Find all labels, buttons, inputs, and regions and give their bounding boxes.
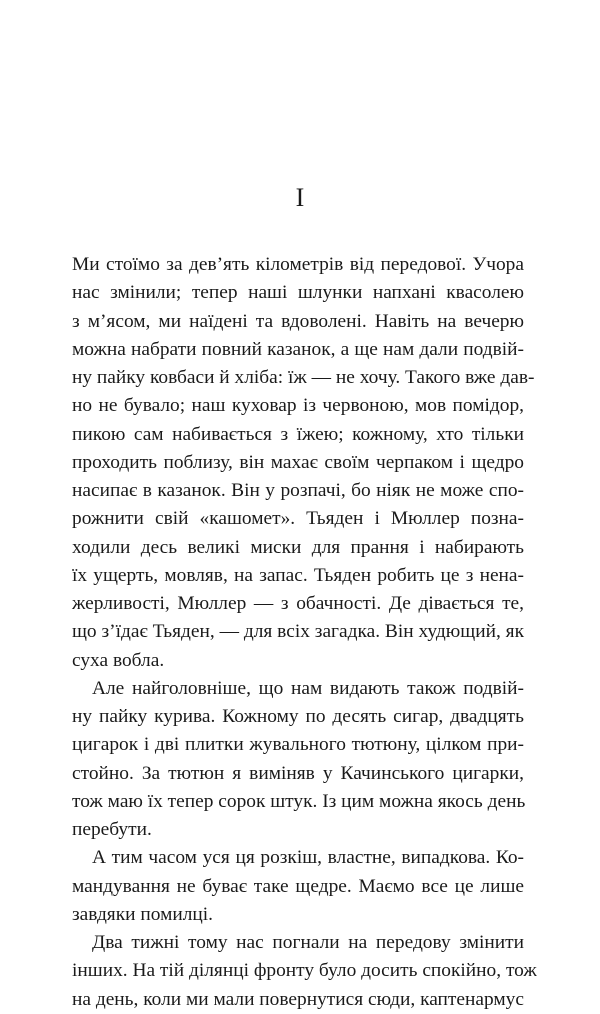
paragraph [72, 251, 535, 675]
text-line: проходить поблизу, він махає своїм черпаком і щедро [72, 451, 524, 473]
text-line: А тим часом уся ця розкіш, властне, випадкова. Ко- [92, 847, 524, 869]
text-line: Але найголовніше, що нам видають також подвій- [92, 677, 524, 699]
text-line: жерливості, Мюллер — з обачності. Де дівається те, [72, 593, 524, 614]
paragraph [72, 844, 524, 929]
text-line: цигарок і дві плитки жувального тютюну, цілком при- [72, 734, 524, 756]
text-line: завдяки помилці. [72, 903, 214, 925]
text-line: суха вобла. [72, 649, 165, 671]
text-line: ну пайку ковбаси й хліба: їж — не хочу. Такого вже дав- [72, 367, 535, 388]
paragraph [72, 675, 524, 845]
text-line: на день, коли ми мали повернутися сюди, каптенармус [72, 988, 524, 1010]
text-line: перебути. [72, 819, 152, 840]
text-line: рожнити свій «кашомет». Тьяден і Мюллер позна- [72, 508, 524, 530]
paragraph [72, 929, 537, 1014]
body-text [72, 251, 537, 1014]
text-line: насипає в казанок. Він у розпачі, бо ніяк не може спо- [72, 480, 524, 501]
text-line: їх ущерть, мовляв, на запас. Тьяден робить це з нена- [72, 564, 524, 586]
text-line: що з’їдає Тьяден, — для всіх загадка. Він худющий, як [72, 621, 524, 643]
text-line: з м’ясом, ми наїдені та вдоволені. Навіть на вечерю [72, 310, 524, 332]
text-line: мандування не буває таке щедре. Маємо все це лише [72, 875, 524, 897]
text-line: но не бувало; наш куховар із червоною, мов помідор, [72, 395, 524, 417]
text-line: ходили десь великі миски для прання і набирають [72, 536, 524, 558]
text-line: можна набрати повний казанок, а ще нам дали подвій- [72, 338, 524, 360]
text-line: нас змінили; тепер наші шлунки напхані квасолею [72, 282, 524, 304]
text-line: тож маю їх тепер сорок штук. Із цим можна якось день [72, 790, 526, 812]
text-line: Два тижні тому нас погнали на передову змінити [92, 932, 524, 953]
text-line: пикою сам набивається з їжею; кожному, хто тільки [72, 423, 524, 445]
text-line: Ми стоїмо за дев’ять кілометрів від передової. Учора [72, 254, 524, 275]
text-line: інших. На тій ділянці фронту було досить спокійно, тож [72, 960, 537, 982]
text-line: ну пайку курива. Кожному по десять сигар, двадцять [72, 706, 524, 727]
text-line: стойно. За тютюн я виміняв у Качинського цигарки, [72, 762, 524, 784]
chapter-heading: I [295, 183, 305, 212]
